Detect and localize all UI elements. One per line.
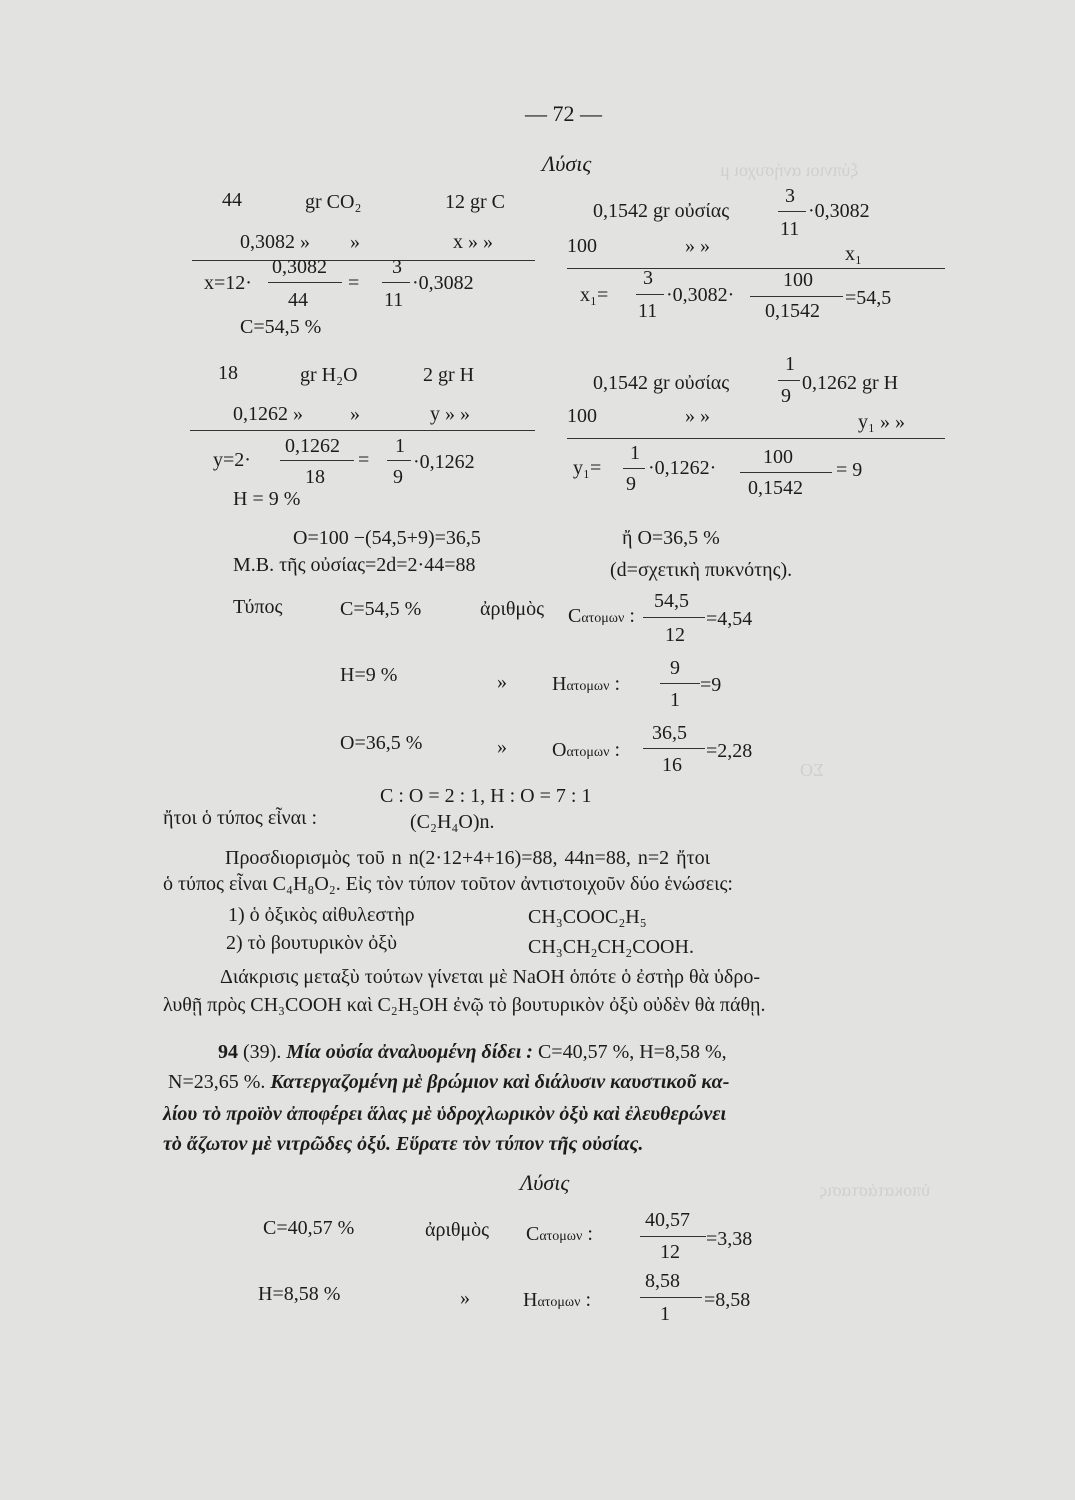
- compound1-name: 1) ὁ ὀξικὸς αἰθυλεστὴρ: [228, 904, 415, 926]
- hydrogen-frac2-bar: [387, 460, 411, 461]
- nitrogen-value: N=23,65 %.: [168, 1071, 266, 1093]
- hydrogen-frac1-den: 18: [305, 466, 325, 488]
- carbon-atoms-label: Cατομων :: [568, 605, 635, 627]
- carbon-atoms-num: 54,5: [654, 590, 689, 612]
- hydrogen-right-frac-num: 1: [785, 353, 795, 375]
- solution2-hydrogen-percent: H=8,58 %: [258, 1283, 341, 1305]
- carbon-divider: [192, 260, 535, 261]
- hydrogen-right-frac-bar: [778, 380, 800, 381]
- problem-line2: [168, 1072, 729, 1092]
- hydrogen-row1-left: 18: [218, 362, 238, 384]
- type-formula: (C₂H₄O)n.: [410, 811, 495, 833]
- hydrogen-frac2-den: 9: [393, 466, 403, 488]
- carbon-eq-tail: ·0,3082: [412, 272, 474, 294]
- compound2-name: 2) τὸ βουτυρικὸν ὀξὺ: [226, 932, 398, 954]
- problem-line3: λίου τὸ προϊὸν ἀποφέρει ἅλας μὲ ὑδροχλωρικὸν ὀξὺ καὶ ἐλευθερώνει: [163, 1103, 727, 1125]
- carbon-frac2-bar: [382, 282, 410, 283]
- determination-line6: λυθῇ πρὸς CH₃COOH καὶ C₂H₅OH ἐνῷ τὸ βουτυρικὸν ὀξὺ οὐδὲν θὰ πάθῃ.: [163, 994, 766, 1016]
- carbon-frac1-num: 0,3082: [272, 256, 327, 278]
- solution2-carbon-den: 12: [660, 1241, 680, 1263]
- hydrogen-right-f2-den: 0,1542: [748, 477, 803, 499]
- hydrogen-right-f1-bar: [623, 468, 645, 469]
- solution2-carbon-percent: C=40,57 %: [263, 1217, 355, 1239]
- solution2-carbon-num: 40,57: [645, 1209, 690, 1231]
- carbon-row2-left: 0,3082 »: [240, 231, 310, 253]
- ditto-mark-2: »: [497, 736, 507, 758]
- hydrogen-row2-right: y » »: [430, 403, 470, 425]
- carbon-right-row1-tail: ·0,3082: [808, 200, 870, 222]
- hydrogen-right-row2-mid: » »: [685, 405, 710, 427]
- ditto-mark: »: [497, 671, 507, 693]
- carbon-right-row2-mid: » »: [685, 235, 710, 257]
- type-intro: ἤτοι ὁ τύπος εἶναι :: [163, 807, 318, 829]
- carbon-right-row1: 0,1542 gr οὐσίας: [593, 200, 730, 222]
- solution2-carbon-result: =3,38: [706, 1228, 753, 1250]
- determination-line1: Προσδιορισμὸς τοῦ n n(2·12+4+16)=88, 44n=88, n=2 ἤτοι: [225, 847, 710, 869]
- carbon-eq-sign: =: [348, 272, 360, 294]
- solution2-hydrogen-result: =8,58: [704, 1289, 751, 1311]
- hydrogen-atoms-num: 9: [670, 657, 680, 679]
- book-page: ξύπνιοι ανήσυχοι μ ΣΟ ὑποκατάστασις — 72 — Λύσις 44 gr CO₂ 12 gr C 0,3082 » » x » » x=12· 0,3082 44 = 3 11 ·0,3082 C=54,5 % 0,1542 gr οὐσίας 3 11 ·0,3082 100 » » x₁ x₁= 3 11 ·0,3082· 100 0,1542 =54,5 18 gr H₂O 2 gr H 0,1262 » » y » » y=2· 0,1262 18 = 1 9 ·0,1262 H = 9 % 0,1542 gr οὐσίας 1 9 0,1262 gr H 100 » » y₁ » » y₁= 1 9 ·0,1262· 100 0,1542 = 9 O=100 −(54,5+9)=36,5 ἤ O=36,5 % M.B. τῆς οὐσίας=2d=2·44=88 (d=σχετικὴ πυκνότης). Τύπος C=54,5 % ἀριθμὸς Cατομων : 54,5 12 =4,54 H=9 % » Hατομων : 9 1 =9 O=36,5 % » Oατομων : 36,5 16 =2,28 C : O = 2 : 1, H : O = 7 : 1 ἤτοι ὁ τύπος εἶναι : (C₂H₄O)n. Προσδιορισμὸς τοῦ n n(2·12+4+16)=88, 44n=88, n=2 ἤτοι ὁ τύπος εἶναι C₄H₈O₂. Εἰς τὸν τύπον τοῦτον ἀντιστοιχοῦν δύο ἑνώσεις: 1) ὁ ὀξικὸς αἰθυλεστὴρ CH₃COOC₂H₅ 2) τὸ βουτυρικὸν ὀξὺ CH₃CH₂CH₂COOH. Διάκρισις μεταξὺ τούτων γίνεται μὲ NaOH ὁπότε ὁ ἐστὴρ θὰ ὑδρο- λυθῇ πρὸς CH₃COOH καὶ C₂H₅OH ἐνῷ τὸ βουτυρικὸν ὀξὺ οὐδὲν θὰ πάθῃ. 94 (39). Μία οὐσία ἀναλυομένη δίδει : C=40,57 %, H=8,58 %, N=23,65 %. Κατεργαζομένη μὲ βρώμιον καὶ διάλυσιν καυστικοῦ κα- λίου τὸ προϊὸν ἀποφέρει ἅλας μὲ ὑδροχλωρικὸν ὀξὺ καὶ ἐλευθερώνει τὸ ἄζωτον μὲ νιτρῶδες ὀξύ. Εὕρατε τὸν τύπον τῆς οὐσίας. Λύσις C=40,57 % ἀριθμὸς Cατομων : 40,57 12 =3,38 H=8,58 % » Hατομων : 8,58 1 =8,58: [0, 0, 1075, 1500]
- oxygen-percent: O=36,5 %: [340, 732, 423, 754]
- carbon-frac1-den: 44: [288, 289, 308, 311]
- hydrogen-right-f2-bar: [740, 472, 832, 473]
- hydrogen-right-frac-den: 9: [781, 385, 791, 407]
- problem-line4: τὸ ἄζωτον μὲ νιτρῶδες ὀξύ. Εὕρατε τὸν τύπον τῆς οὐσίας.: [163, 1133, 644, 1155]
- carbon-right-frac-bar: [778, 211, 806, 212]
- hydrogen-eq-sign: =: [358, 449, 370, 471]
- hydrogen-right-row1: 0,1542 gr οὐσίας: [593, 372, 730, 394]
- oxygen-atoms-label: Oατομων :: [552, 739, 621, 761]
- compound1-formula: CH₃COOC₂H₅: [528, 906, 647, 928]
- oxygen-atoms-num: 36,5: [652, 722, 687, 744]
- solution2-heading: Λύσις: [520, 1170, 570, 1195]
- hydrogen-right-divider: [567, 438, 945, 439]
- carbon-atoms-den: 12: [665, 624, 685, 646]
- solution2-hydrogen-bar: [640, 1297, 702, 1298]
- hydrogen-right-row2-left: 100: [567, 405, 597, 427]
- carbon-right-frac-den: 11: [780, 218, 800, 240]
- formula-label: Τύπος: [233, 596, 283, 618]
- atom-ratio: C : O = 2 : 1, H : O = 7 : 1: [380, 785, 592, 807]
- hydrogen-right-eq-lhs: y₁=: [573, 457, 602, 479]
- number-word: ἀριθμὸς: [480, 598, 545, 620]
- hydrogen-right-f1-num: 1: [630, 442, 640, 464]
- hydrogen-eq-tail: ·0,1262: [413, 451, 475, 473]
- compound2-formula: CH₃CH₂CH₂COOH.: [528, 936, 694, 958]
- solution2-number-word: ἀριθμὸς: [425, 1219, 490, 1241]
- oxygen-alt: ἤ O=36,5 %: [622, 527, 720, 549]
- carbon-row1-mid: gr CO₂: [305, 191, 362, 213]
- carbon-right-f2-bar: [750, 296, 843, 297]
- carbon-right-f1-bar: [636, 294, 664, 295]
- carbon-right-row2-left: 100: [567, 235, 597, 257]
- carbon-right-frac-num: 3: [785, 185, 795, 207]
- solution2-hydrogen-den: 1: [660, 1303, 670, 1325]
- hydrogen-atoms-den: 1: [670, 689, 680, 711]
- carbon-right-f1-den: 11: [638, 300, 658, 322]
- oxygen-atoms-den: 16: [662, 754, 682, 776]
- carbon-row2-right: x » »: [453, 231, 493, 253]
- solution2-carbon-atoms-label: Cατομων :: [526, 1223, 593, 1245]
- hydrogen-eq-lhs: y=2·: [213, 449, 251, 471]
- carbon-row1-right: 12 gr C: [445, 191, 505, 213]
- hydrogen-divider: [190, 430, 535, 431]
- solution2-hydrogen-num: 8,58: [645, 1270, 680, 1292]
- carbon-right-eq-lhs: x₁=: [580, 284, 609, 306]
- carbon-result: C=54,5 %: [240, 316, 322, 338]
- hydrogen-right-f2-num: 100: [763, 446, 793, 468]
- problem-line2-text: Κατεργαζομένη μὲ βρώμιον καὶ διάλυσιν καυστικοῦ κα-: [270, 1071, 730, 1093]
- carbon-right-f2-den: 0,1542: [765, 300, 820, 322]
- hydrogen-right-row1-tail: 0,1262 gr H: [802, 372, 899, 394]
- oxygen-atoms-bar: [643, 748, 705, 749]
- carbon-row1-left: 44: [222, 189, 242, 211]
- carbon-right-divider: [567, 268, 945, 269]
- hydrogen-right-eq-mid: ·0,1262·: [648, 457, 717, 479]
- carbon-right-f1-num: 3: [643, 267, 653, 289]
- carbon-percent: C=54,5 %: [340, 598, 422, 620]
- carbon-frac1-bar: [268, 282, 342, 283]
- page-number: — 72 —: [525, 101, 602, 126]
- hydrogen-atoms-bar: [660, 683, 700, 684]
- density-note: (d=σχετικὴ πυκνότης).: [610, 559, 793, 581]
- problem-statement-start: Μία οὐσία ἀναλυομένη δίδει :: [286, 1041, 533, 1063]
- carbon-atoms-result: =4,54: [706, 608, 753, 630]
- carbon-eq-lhs: x=12·: [204, 272, 252, 294]
- determination-line5: Διάκρισις μεταξὺ τούτων γίνεται μὲ NaOH ὁπότε ὁ ἐστὴρ θὰ ὑδρο-: [220, 966, 760, 988]
- carbon-atoms-bar: [643, 617, 705, 618]
- problem-ref: (39).: [243, 1041, 282, 1063]
- hydrogen-row1-mid: gr H₂O: [300, 364, 358, 386]
- carbon-row2-mid: »: [350, 231, 360, 253]
- carbon-right-eq-tail: =54,5: [845, 287, 892, 309]
- hydrogen-atoms-result: =9: [700, 674, 722, 696]
- hydrogen-row2-mid: »: [350, 403, 360, 425]
- solution2-carbon-bar: [640, 1236, 706, 1237]
- hydrogen-result: H = 9 %: [233, 488, 301, 510]
- solution2-hydrogen-atoms-label: Hατομων :: [523, 1289, 592, 1311]
- problem-heading: [218, 1042, 727, 1062]
- hydrogen-percent: H=9 %: [340, 664, 398, 686]
- problem-values: C=40,57 %, H=8,58 %,: [537, 1041, 727, 1063]
- hydrogen-right-f1-den: 9: [626, 473, 636, 495]
- carbon-right-row2-right: x₁: [845, 243, 862, 265]
- hydrogen-row2-left: 0,1262 »: [233, 403, 303, 425]
- carbon-right-eq-mid: ·0,3082·: [666, 284, 735, 306]
- solution-heading: Λύσις: [542, 151, 592, 176]
- carbon-frac2-num: 3: [392, 256, 402, 278]
- hydrogen-right-eq-tail: = 9: [836, 459, 863, 481]
- mw-line: M.B. τῆς οὐσίας=2d=2·44=88: [233, 554, 476, 576]
- hydrogen-atoms-label: Hατομων :: [552, 673, 621, 695]
- problem-number: 94: [218, 1041, 238, 1063]
- hydrogen-right-row2-right: y₁ » »: [858, 411, 905, 433]
- oxygen-atoms-result: =2,28: [706, 740, 753, 762]
- oxygen-line: O=100 −(54,5+9)=36,5: [293, 527, 481, 549]
- hydrogen-frac1-num: 0,1262: [285, 435, 340, 457]
- hydrogen-frac2-num: 1: [395, 435, 405, 457]
- carbon-frac2-den: 11: [384, 289, 404, 311]
- hydrogen-frac1-bar: [280, 460, 354, 461]
- hydrogen-row1-right: 2 gr H: [423, 364, 475, 386]
- carbon-right-f2-num: 100: [783, 269, 813, 291]
- solution2-ditto-mark: »: [460, 1287, 470, 1309]
- determination-line2: ὁ τύπος εἶναι C₄H₈O₂. Εἰς τὸν τύπον τοῦτον ἀντιστοιχοῦν δύο ἑνώσεις:: [163, 873, 733, 895]
